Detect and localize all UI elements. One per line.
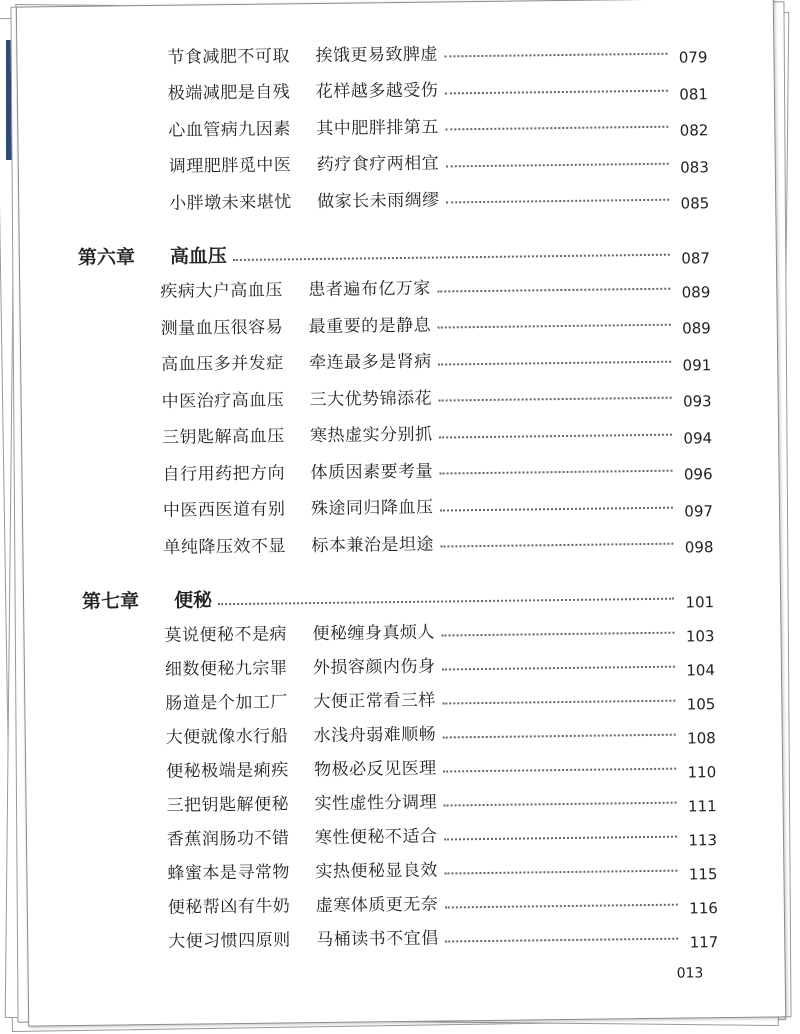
toc-entry[interactable] (165, 646, 715, 683)
dot-leader (444, 53, 668, 58)
toc-entry[interactable] (165, 680, 715, 717)
entry-title-first: 中医治疗高血压 (161, 389, 285, 412)
entry-page: 082 (679, 121, 709, 140)
entry-title-first: 莫说便秘不是病 (164, 624, 288, 646)
entry-title-first: 肠道是个加工厂 (165, 692, 288, 714)
entry-title-second: 做家长未雨绸缪 (317, 190, 440, 212)
entry-page: 104 (686, 660, 716, 680)
entry-title-second: 药疗食疗两相宜 (316, 153, 440, 176)
entry-page: 117 (689, 932, 719, 952)
entry-title-second: 花样越多越受伤 (315, 80, 439, 103)
chapter-heading[interactable] (78, 232, 710, 274)
dot-leader (233, 253, 670, 260)
entry-page: 079 (678, 48, 708, 67)
entry-title-first: 便秘帮凶有牛奶 (167, 896, 291, 918)
entry-title-first: 大便就像水行船 (165, 726, 289, 748)
entry-title-second: 实性虚性分调理 (314, 792, 438, 815)
toc-entry[interactable] (164, 612, 714, 649)
toc-entry[interactable] (163, 523, 713, 560)
entry-page: 108 (687, 728, 716, 748)
dot-leader (443, 801, 677, 806)
dot-leader (439, 506, 673, 511)
entry-title-second: 体质因素要考量 (310, 461, 434, 483)
toc-entry[interactable] (168, 918, 718, 955)
chapter-title: 便秘 (173, 589, 213, 612)
dot-leader (446, 199, 670, 204)
entry-title-second: 虚寒体质更无奈 (315, 894, 439, 917)
dot-leader (442, 733, 676, 738)
entry-page: 111 (687, 796, 717, 816)
toc-entry[interactable] (167, 33, 707, 70)
page-number: 013 (676, 965, 704, 982)
entry-page: 089 (681, 282, 711, 302)
toc-entry[interactable] (168, 70, 708, 107)
entry-page: 116 (689, 898, 718, 918)
toc-entry[interactable] (162, 414, 712, 451)
chapter-title: 高血压 (169, 245, 228, 268)
entry-page: 091 (682, 355, 712, 375)
chapter-heading[interactable] (82, 576, 714, 618)
dot-leader (440, 543, 674, 548)
entry-title-second: 实热便秘显良效 (315, 860, 439, 883)
entry-title-second: 外损容颜内伤身 (312, 656, 436, 679)
entry-page: 096 (683, 465, 713, 484)
entry-title-first: 大便习惯四原则 (168, 930, 291, 952)
dot-leader (444, 903, 678, 908)
toc-entry[interactable] (169, 179, 709, 216)
entry-page: 105 (686, 694, 716, 714)
toc-page (16, 0, 786, 1027)
entry-page: 097 (684, 501, 714, 521)
entry-title-second: 寒性便秘不适合 (314, 826, 438, 849)
toc-entry[interactable] (166, 782, 716, 819)
dot-leader (444, 869, 678, 874)
toc-entry[interactable] (169, 143, 709, 180)
entry-page: 098 (684, 538, 714, 557)
entry-title-first: 单纯降压效不显 (163, 535, 287, 558)
toc-entry[interactable] (161, 377, 711, 414)
entry-title-first: 中医西医道有别 (162, 499, 286, 521)
chapter-label: 第六章 (77, 246, 136, 269)
entry-title-first: 自行用药把方向 (162, 462, 286, 485)
entry-title-second: 其中肥胖排第五 (316, 117, 439, 139)
entry-page: 094 (683, 428, 713, 448)
chapter-page: 087 (681, 248, 711, 268)
toc-entry[interactable] (167, 850, 717, 887)
dot-leader (443, 835, 677, 840)
entry-title-second: 大便正常看三样 (313, 690, 436, 713)
entry-title-first: 蜂蜜本是寻常物 (167, 862, 291, 884)
dot-leader (444, 89, 668, 94)
toc-entry[interactable] (163, 487, 713, 524)
entry-title-second: 水浅舟弱难顺畅 (313, 724, 437, 747)
dot-leader (445, 162, 669, 167)
entry-title-first: 香蕉润肠功不错 (166, 828, 290, 850)
entry-title-first: 测量血压很容易 (160, 316, 284, 339)
entry-title-second: 患者遍布亿万家 (308, 278, 431, 301)
entry-page: 083 (680, 157, 709, 177)
entry-page: 089 (682, 319, 711, 338)
entry-title-second: 物极必反见医理 (314, 758, 437, 781)
entry-title-first: 高血压多并发症 (161, 353, 284, 375)
entry-title-first: 疾病大户高血压 (160, 280, 283, 302)
entry-title-second: 三大优势锦添花 (309, 388, 433, 410)
entry-page: 110 (687, 762, 717, 782)
dot-leader (442, 699, 676, 704)
dot-leader (437, 324, 671, 329)
toc-entry[interactable] (167, 816, 717, 853)
chapter-page: 101 (685, 592, 715, 612)
dot-leader (445, 126, 669, 131)
entry-title-first: 调理肥胖觅中医 (168, 155, 292, 177)
entry-page: 103 (685, 626, 715, 646)
entry-title-second: 马桶读书不宜倡 (316, 928, 439, 951)
dot-leader (439, 470, 673, 475)
entry-title-first: 便秘极端是痢疾 (166, 760, 289, 782)
entry-page: 115 (688, 864, 718, 884)
entry-title-second: 最重要的是静息 (308, 315, 432, 337)
entry-page: 085 (680, 194, 710, 213)
dot-leader (441, 665, 675, 670)
entry-page: 093 (682, 392, 712, 411)
entry-title-first: 心血管病九因素 (168, 118, 291, 141)
chapter-label: 第七章 (81, 590, 140, 613)
dot-leader (443, 767, 677, 772)
entry-title-first: 极端减肥是自残 (167, 82, 291, 104)
toc-entry[interactable] (166, 714, 716, 751)
entry-page: 113 (688, 830, 718, 850)
entry-title-first: 细数便秘九宗罪 (164, 658, 288, 680)
toc-entry[interactable] (162, 450, 712, 487)
entry-title-first: 节食减肥不可取 (167, 45, 291, 68)
entry-title-second: 挨饿更易致脾虚 (315, 44, 439, 66)
entry-title-second: 便秘缠身真烦人 (312, 622, 436, 645)
entry-title-second: 殊途同归降血压 (310, 497, 434, 520)
dot-leader (441, 631, 675, 636)
toc-entry[interactable] (168, 106, 708, 143)
entry-title-second: 标本兼治是坦途 (311, 534, 435, 556)
entry-title-first: 小胖墩未来堪忧 (169, 191, 292, 214)
toc-entry[interactable] (161, 341, 711, 378)
toc-entry[interactable] (160, 268, 710, 305)
entry-title-second: 牵连最多是肾病 (309, 351, 432, 374)
entry-page: 081 (679, 84, 709, 104)
dot-leader (437, 287, 671, 292)
dot-leader (438, 360, 672, 365)
dot-leader (218, 597, 674, 605)
entry-title-first: 三把钥匙解便秘 (166, 794, 290, 816)
table-of-contents (17, 0, 785, 1026)
entry-title-first: 三钥匙解高血压 (161, 426, 285, 448)
toc-entry[interactable] (168, 884, 718, 921)
dot-leader (438, 397, 672, 402)
dot-leader (445, 937, 679, 942)
dot-leader (439, 433, 673, 438)
toc-entry[interactable] (166, 748, 716, 785)
entry-title-second: 寒热虚实分别抓 (309, 424, 433, 447)
toc-entry[interactable] (161, 304, 711, 341)
